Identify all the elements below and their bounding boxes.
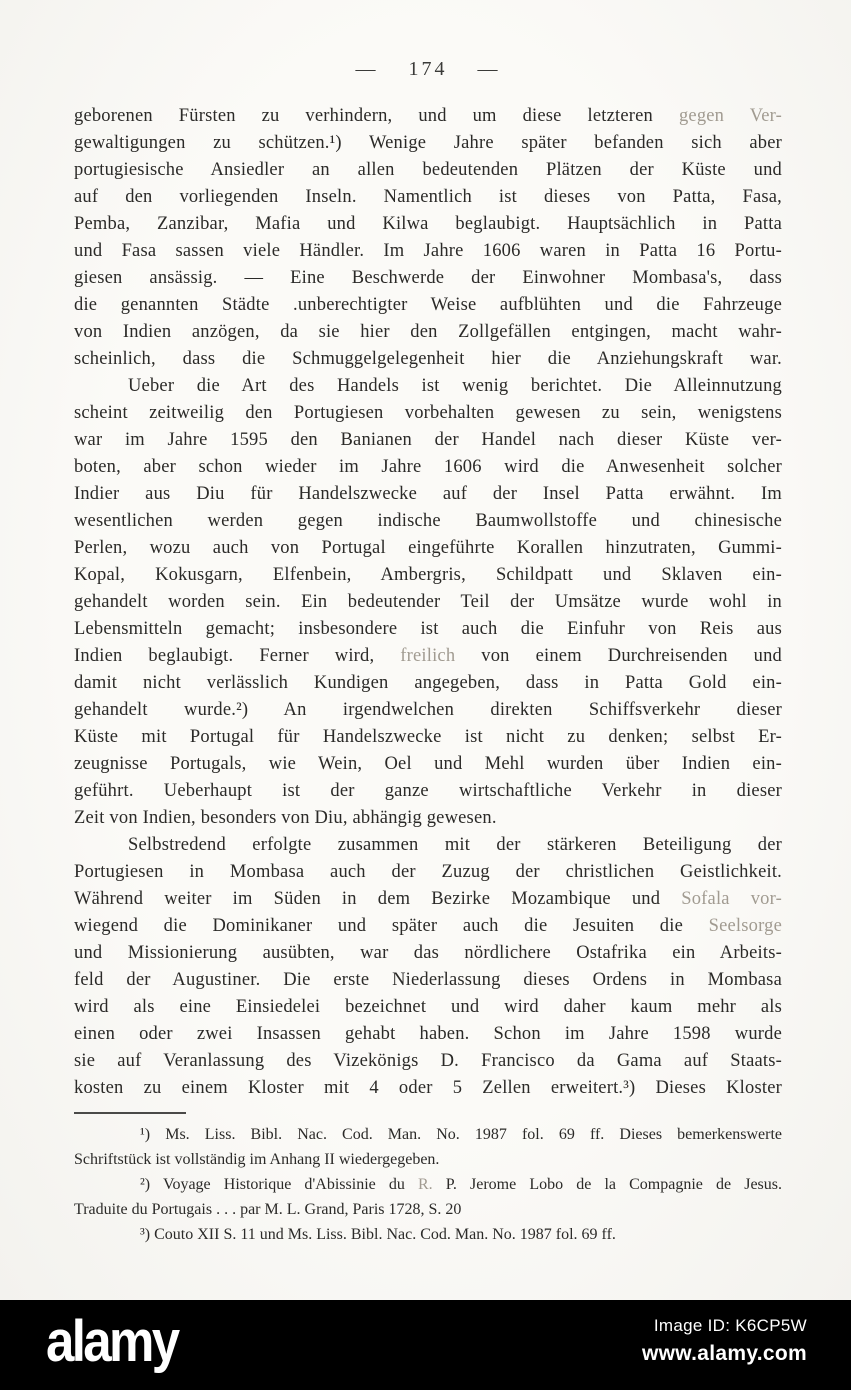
footnote-line: ¹) Ms. Liss. Bibl. Nac. Cod. Man. No. 1987 fol. 69 ff. Dieses bemerkenswerte [140, 1126, 782, 1143]
page-content [74, 56, 782, 1247]
text-line: geborenen Fürsten zu verhindern, und um diese letzteren gegen Ver- [74, 106, 783, 126]
text-line: und Missionierung ausübten, war das nördlichere Ostafrika ein Arbeits- [74, 943, 782, 963]
text-line: geführt. Ueberhaupt ist der ganze wirtschaftliche Verkehr in dieser [74, 781, 782, 801]
text-line: wiegend die Dominikaner und später auch die Jesuiten die Seelsorge [74, 916, 782, 936]
footnote-line: Schriftstück ist vollständig im Anhang II wiedergegeben. [74, 1151, 440, 1168]
text-line: Selbstredend erfolgte zusammen mit der stärkeren Beteiligung der [128, 835, 782, 855]
text-line: Kopal, Kokusgarn, Elfenbein, Ambergris, Schildpatt und Sklaven ein- [74, 565, 782, 585]
alamy-url: www.alamy.com [642, 1342, 807, 1365]
text-line: Perlen, wozu auch von Portugal eingeführte Korallen hinzutraten, Gummi- [74, 538, 782, 558]
page-number-header: — 174 — [355, 58, 501, 80]
text-line: von Indien anzögen, da sie hier den Zollgefällen entgingen, macht wahr- [74, 322, 782, 342]
faded-text: Sofala vor- [681, 889, 782, 909]
text-line: gehandelt worden sein. Ein bedeutender Teil der Umsätze wurde wohl in [74, 592, 782, 612]
text-line: Während weiter im Süden in dem Bezirke Mozambique und Sofala vor- [74, 889, 782, 909]
text-line: scheint zeitweilig den Portugiesen vorbehalten gewesen zu sein, wenigstens [74, 403, 782, 423]
text-line: war im Jahre 1595 den Banianen der Handel nach dieser Küste ver- [74, 430, 782, 450]
text-line: damit nicht verlässlich Kundigen angegeben, dass in Patta Gold ein- [74, 673, 782, 693]
text-line: Indier aus Diu für Handelszwecke auf der Insel Patta erwähnt. Im [74, 484, 782, 504]
footnote-separator-rule [74, 1112, 186, 1114]
paragraph [74, 832, 782, 1102]
text-line: Lebensmitteln gemacht; insbesondere ist auch die Einfuhr von Reis aus [74, 619, 782, 639]
paragraph [74, 103, 782, 373]
text-line: portugiesische Ansiedler an allen bedeutenden Plätzen der Küste und [74, 160, 782, 180]
footnote-line: Traduite du Portugais . . . par M. L. Grand, Paris 1728, S. 20 [74, 1201, 462, 1218]
paragraph [74, 373, 782, 832]
text-line: gewaltigungen zu schützen.¹) Wenige Jahre später befanden sich aber [74, 133, 782, 153]
text-line: Portugiesen in Mombasa auch der Zuzug der christlichen Geistlichkeit. [74, 862, 782, 882]
watermark-bar [0, 1300, 851, 1390]
text-line: und Fasa sassen viele Händler. Im Jahre 1606 waren in Patta 16 Portu- [74, 241, 782, 261]
text-line: gehandelt wurde.²) An irgendwelchen direkten Schiffsverkehr dieser [74, 700, 782, 720]
body-text [74, 103, 782, 1102]
text-line: die genannten Städte .unberechtigter Weise aufblühten und die Fahrzeuge [74, 295, 782, 315]
faded-text: gegen Ver- [678, 106, 783, 126]
text-line: sie auf Veranlassung des Vizekönigs D. Francisco da Gama auf Staats- [74, 1051, 782, 1071]
text-line: Ueber die Art des Handels ist wenig berichtet. Die Alleinnutzung [128, 376, 782, 396]
text-line: Küste mit Portugal für Handelszwecke ist nicht zu denken; selbst Er- [74, 727, 782, 747]
faded-text: Seelsorge [708, 916, 782, 936]
image-id-label: Image ID: K6CP5W [653, 1316, 807, 1335]
text-line: wird als eine Einsiedelei bezeichnet und wird daher kaum mehr als [74, 997, 782, 1017]
text-line: kosten zu einem Kloster mit 4 oder 5 Zellen erweitert.³) Dieses Kloster [74, 1078, 782, 1098]
text-line: feld der Augustiner. Die erste Niederlassung dieses Ordens in Mombasa [74, 970, 782, 990]
text-line: Indien beglaubigt. Ferner wird, freilich von einem Durchreisenden und [74, 646, 782, 666]
text-line: giesen ansässig. — Eine Beschwerde der Einwohner Mombasa's, dass [74, 268, 782, 288]
footnotes [74, 1122, 782, 1247]
faded-text: freilich [400, 646, 456, 666]
text-line: boten, aber schon wieder im Jahre 1606 wird die Anwesenheit solcher [74, 457, 782, 477]
text-line: wesentlichen werden gegen indische Baumwollstoffe und chinesische [74, 511, 782, 531]
text-line: scheinlich, dass die Schmuggelgelegenheit hier die Anziehungskraft war. [74, 349, 782, 369]
text-line: Pemba, Zanzibar, Mafia und Kilwa beglaubigt. Hauptsächlich in Patta [74, 214, 782, 234]
text-line: einen oder zwei Insassen gehabt haben. Schon im Jahre 1598 wurde [74, 1024, 782, 1044]
watermark-info [642, 1316, 807, 1366]
footnote-line: ²) Voyage Historique d'Abissinie du R. P. Jerome Lobo de la Compagnie de Jesus. [140, 1176, 783, 1193]
text-line: auf den vorliegenden Inseln. Namentlich ist dieses von Patta, Fasa, [74, 187, 782, 207]
alamy-logo: alamy [46, 1309, 178, 1374]
footnote-line: ³) Couto XII S. 11 und Ms. Liss. Bibl. Nac. Cod. Man. No. 1987 fol. 69 ff. [140, 1226, 616, 1243]
text-line: zeugnisse Portugals, wie Wein, Oel und Mehl wurden über Indien ein- [74, 754, 782, 774]
text-line: Zeit von Indien, besonders von Diu, abhängig gewesen. [74, 808, 497, 828]
faded-text: R. [418, 1176, 433, 1193]
